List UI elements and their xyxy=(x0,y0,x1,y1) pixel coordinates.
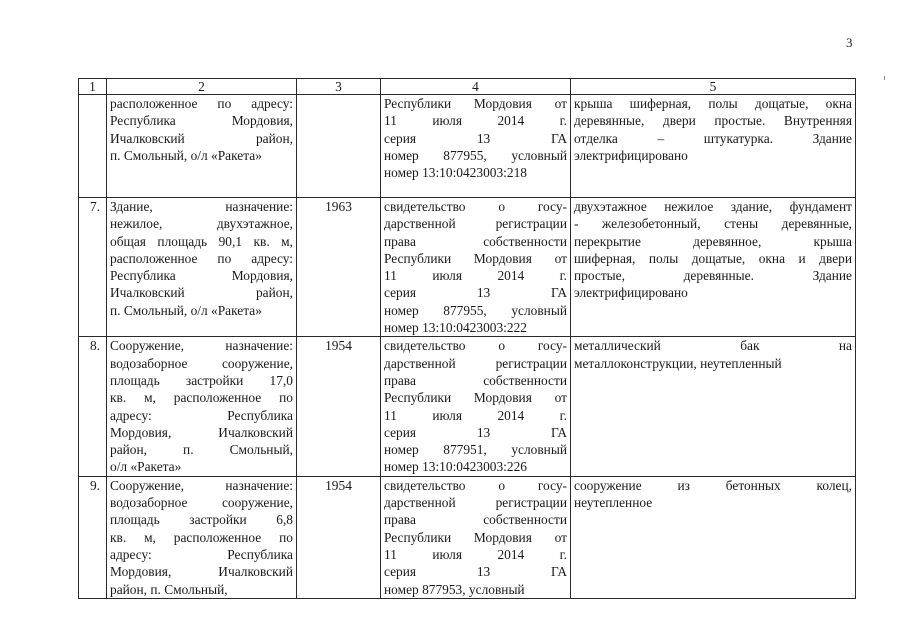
object-name-cell-line: водозаборное сооружение, xyxy=(110,495,293,511)
object-name-cell-line: расположенное по адресу: xyxy=(110,250,293,266)
table-row xyxy=(79,476,856,598)
object-name-cell-line: кв. м, расположенное по xyxy=(110,390,293,406)
certificate-cell xyxy=(381,95,571,198)
scan-mark xyxy=(884,76,885,80)
object-name-cell-line: Мордовия, Ичалковский xyxy=(110,564,293,580)
certificate-cell-line: серия 13 ГА xyxy=(384,564,567,580)
certificate-cell-line: номер 877955, условный xyxy=(384,147,567,163)
certificate-cell-line: 11 июля 2014 г. xyxy=(384,268,567,284)
object-name-cell-line: район, п. Смольный, xyxy=(110,581,228,597)
certificate-cell-line: Республики Мордовия от xyxy=(384,390,567,406)
table-row xyxy=(79,95,856,198)
certificate-cell-line: свидетельство о госу- xyxy=(384,477,567,493)
column-header-4: 4 xyxy=(381,79,571,95)
object-name-cell-line: п. Смольный, о/л «Ракета» xyxy=(110,147,262,163)
certificate-cell-line: 11 июля 2014 г. xyxy=(384,407,567,423)
certificate-cell-line: свидетельство о госу- xyxy=(384,199,567,214)
description-cell-line: перекрытие деревянное, крыша xyxy=(574,233,852,249)
row-number xyxy=(79,95,107,198)
object-name-cell-line: Сооружение, назначение: xyxy=(110,338,293,354)
certificate-cell-line: свидетельство о госу- xyxy=(384,338,567,354)
description-cell-line: отделка – штукатурка. Здание xyxy=(574,130,852,146)
description-cell-line: электрифицировано xyxy=(574,147,688,163)
certificate-cell-line: дарственной регистрации xyxy=(384,355,567,371)
table-row xyxy=(79,337,856,476)
object-name-cell-line: площадь застройки 17,0 xyxy=(110,372,293,388)
description-cell-line: металлический бак на xyxy=(574,338,852,354)
certificate-cell-line: номер 877951, условный xyxy=(384,442,567,458)
certificate-cell-line: серия 13 ГА xyxy=(384,424,567,440)
certificate-cell xyxy=(381,198,571,337)
object-name-cell-line: нежилое, двухэтажное, xyxy=(110,216,293,232)
table-row xyxy=(79,198,856,337)
object-name-cell-line: адресу: Республика xyxy=(110,407,293,423)
certificate-cell-line: Республики Мордовия от xyxy=(384,96,567,111)
row-number: 8. xyxy=(79,337,107,476)
object-name-cell xyxy=(107,337,297,476)
certificate-cell-line: дарственной регистрации xyxy=(384,216,567,232)
description-cell xyxy=(571,198,856,337)
description-cell-line: двухэтажное нежилое здание, фундамент xyxy=(574,199,852,214)
certificate-cell-line: серия 13 ГА xyxy=(384,130,567,146)
certificate-cell-line: номер 13:10:0423003:222 xyxy=(384,320,527,336)
object-name-cell-line: Республика Мордовия, xyxy=(110,113,293,129)
year-built: 1954 xyxy=(297,337,381,476)
row-number: 9. xyxy=(79,476,107,598)
object-name-cell-line: Ичалковский район, xyxy=(110,130,293,146)
object-name-cell xyxy=(107,198,297,337)
description-cell-line: простые, деревянные. Здание xyxy=(574,268,852,284)
description-cell xyxy=(571,337,856,476)
property-table xyxy=(78,78,856,599)
description-cell xyxy=(571,476,856,598)
year-built xyxy=(297,95,381,198)
description-cell-line: электрифицировано xyxy=(574,285,688,301)
certificate-cell-line: Республики Мордовия от xyxy=(384,250,567,266)
page-number: 3 xyxy=(846,35,853,50)
object-name-cell-line: расположенное по адресу: xyxy=(110,96,293,111)
column-header-5: 5 xyxy=(571,79,856,95)
certificate-cell-line: дарственной регистрации xyxy=(384,495,567,511)
description-cell-line: - железобетонный, стены деревянные, xyxy=(574,216,852,232)
certificate-cell xyxy=(381,337,571,476)
object-name-cell-line: Республика Мордовия, xyxy=(110,268,293,284)
certificate-cell-line: 11 июля 2014 г. xyxy=(384,113,567,129)
certificate-cell-line: права собственности xyxy=(384,372,567,388)
description-cell xyxy=(571,95,856,198)
column-header-2: 2 xyxy=(107,79,297,95)
certificate-cell-line: номер 877955, условный xyxy=(384,302,567,318)
object-name-cell-line: о/л «Ракета» xyxy=(110,459,182,475)
object-name-cell-line: район, п. Смольный, xyxy=(110,442,293,458)
object-name-cell xyxy=(107,476,297,598)
object-name-cell-line: п. Смольный, о/л «Ракета» xyxy=(110,302,262,318)
description-cell-line: крыша шиферная, полы дощатые, окна xyxy=(574,96,852,111)
object-name-cell-line: водозаборное сооружение, xyxy=(110,355,293,371)
row-number: 7. xyxy=(79,198,107,337)
object-name-cell-line: Ичалковский район, xyxy=(110,285,293,301)
description-cell-line: шиферная, полы дощатые, окна и двери xyxy=(574,250,852,266)
description-cell-line: металлоконструкции, неутепленный xyxy=(574,355,782,371)
certificate-cell-line: номер 877953, условный xyxy=(384,581,525,597)
certificate-cell xyxy=(381,476,571,598)
certificate-cell-line: Республики Мордовия от xyxy=(384,529,567,545)
year-built: 1954 xyxy=(297,476,381,598)
column-number-header-row xyxy=(79,79,856,95)
object-name-cell-line: общая площадь 90,1 кв. м, xyxy=(110,233,293,249)
object-name-cell-line: Здание, назначение: xyxy=(110,199,293,214)
description-cell-line: сооружение из бетонных колец, xyxy=(574,477,852,493)
certificate-cell-line: серия 13 ГА xyxy=(384,285,567,301)
object-name-cell-line: Мордовия, Ичалковский xyxy=(110,424,293,440)
object-name-cell xyxy=(107,95,297,198)
year-built: 1963 xyxy=(297,198,381,337)
object-name-cell-line: адресу: Республика xyxy=(110,546,293,562)
certificate-cell-line: номер 13:10:0423003:226 xyxy=(384,459,527,475)
description-cell-line: неутепленное xyxy=(574,495,653,511)
certificate-cell-line: права собственности xyxy=(384,233,567,249)
description-cell-line: деревянные, двери простые. Внутренняя xyxy=(574,113,852,129)
column-header-3: 3 xyxy=(297,79,381,95)
object-name-cell-line: Сооружение, назначение: xyxy=(110,477,293,493)
object-name-cell-line: кв. м, расположенное по xyxy=(110,529,293,545)
certificate-cell-line: 11 июля 2014 г. xyxy=(384,546,567,562)
certificate-cell-line: номер 13:10:0423003:218 xyxy=(384,165,527,181)
object-name-cell-line: площадь застройки 6,8 xyxy=(110,512,293,528)
column-header-1: 1 xyxy=(79,79,107,95)
certificate-cell-line: права собственности xyxy=(384,512,567,528)
